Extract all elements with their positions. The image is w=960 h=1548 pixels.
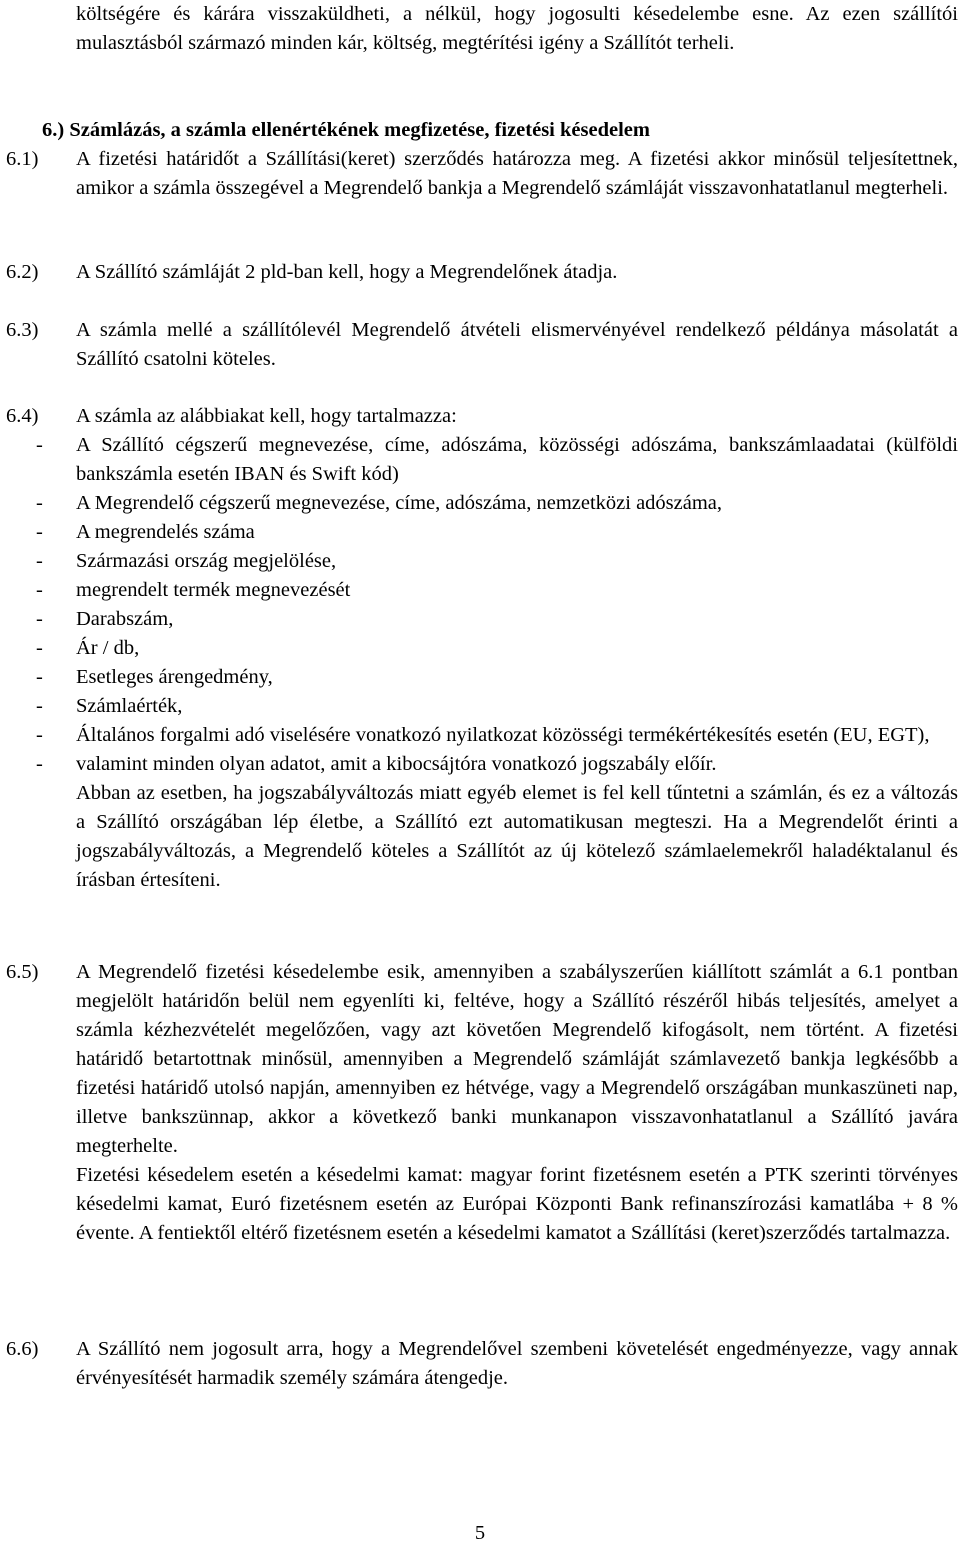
list-item: [0, 634, 960, 663]
dash-marker: -: [36, 550, 43, 572]
list-item-text: megrendelt termék megnevezését: [76, 579, 351, 601]
list-item-text: valamint minden olyan adatot, amit a kibocsájtóra vonatkozó jogszabály előír.: [76, 753, 717, 775]
clause-6-6: [0, 1335, 960, 1393]
clause-6-4: [0, 402, 960, 895]
list-item-text: Származási ország megjelölése,: [76, 550, 337, 572]
list-item: [0, 576, 960, 605]
carryover-paragraph: [76, 0, 958, 58]
dash-marker: -: [36, 666, 43, 688]
dash-marker: -: [36, 521, 43, 543]
clause-number: 6.2): [6, 261, 39, 283]
clause-closing: Abban az esetben, ha jogszabályváltozás miatt egyéb elemet is fel kell tűntetni a számlán, és ez a változás a Szállító országában lép életbe, a Szállító ezt automatikusan megteszi. Ha a Megrendelőt érinti a jogszabályváltozás, a Megrendelő köteles a Szállítót az új kötelező számlaelemekről haladéktalanul és írásban értesíteni.: [76, 782, 958, 891]
clause-number: 6.3): [6, 319, 39, 341]
list-item-text: Ár / db,: [76, 637, 140, 659]
section-number: 6.): [42, 119, 65, 141]
list-item-text: Darabszám,: [76, 608, 174, 630]
clause-text: A Szállító nem jogosult arra, hogy a Megrendelővel szembeni követelését engedményezze, vagy annak érvényesítését harmadik személy számára átengedje.: [76, 1338, 958, 1389]
dash-marker: -: [36, 724, 43, 746]
dash-marker: -: [36, 579, 43, 601]
list-item: [0, 663, 960, 692]
list-item-text: Általános forgalmi adó viselésére vonatkozó nyilatkozat közösségi termékértékesítés esetén (EU, EGT),: [76, 724, 930, 746]
list-item: [0, 750, 960, 779]
list-item-text: A Szállító cégszerű megnevezése, címe, adószáma, közösségi adószáma, bankszámlaadatai (külföldi bankszámla esetén IBAN és Swift kód): [76, 434, 958, 485]
clause-number: 6.5): [6, 961, 39, 983]
section-title: Számlázás, a számla ellenértékének megfizetése, fizetési késedelem: [69, 119, 650, 141]
clause-text: A Megrendelő fizetési késedelembe esik, amennyiben a szabályszerűen kiállított számlát a 6.1 pontban megjelölt határidőn belül nem egyenlíti ki, feltéve, hogy a Szállító részéről hibás teljesítés, amelyet a számla kézhezvételét megelőzően, vagy azt követően Megrendelő kifogásolt, nem történt. A fizetési határidő betartottnak minősül, amennyiben a Megrendelő számláját számlavezető bankja legkésőbb a fizetési határidő utolsó napján, amennyiben ez hétvége, vagy a Megrendelő országában munkaszüneti nap, illetve bankszünnap, akkor a következő banki munkanapon visszavonhatatlanul a Szállító javára megterhelte.: [76, 961, 958, 1157]
dash-marker: -: [36, 637, 43, 659]
dash-marker: -: [36, 434, 43, 456]
clause-number: 6.6): [6, 1338, 39, 1360]
list-item: [0, 547, 960, 576]
clause-6-3: [0, 316, 960, 374]
clause-text: A fizetési határidőt a Szállítási(keret) szerződés határozza meg. A fizetési akkor minősül teljesítettnek, amikor a számla összegével a Megrendelő bankja a Megrendelő számláját visszavonhatatlanul megterheli.: [76, 148, 958, 199]
dash-marker: -: [36, 753, 43, 775]
clause-text-late-interest: Fizetési késedelem esetén a késedelmi kamat: magyar forint fizetésnem esetén a PTK szerinti törvényes késedelmi kamat, Euró fizetésnem esetén az Európai Központi Bank refinanszírozási kamatlába + 8 % évente. A fentiektől eltérő fizetésnem esetén a késedelmi kamatot a Szállítási (keret)szerződés tartalmazza.: [76, 1164, 958, 1244]
list-item-text: Esetleges árengedmény,: [76, 666, 273, 688]
list-item-text: Számlaérték,: [76, 695, 183, 717]
dash-marker: -: [36, 492, 43, 514]
dash-marker: -: [36, 695, 43, 717]
list-item: [0, 518, 960, 547]
clause-6-5: [0, 958, 960, 1248]
dash-marker: -: [36, 608, 43, 630]
carryover-text: költségére és kárára visszaküldheti, a nélkül, hogy jogosulti késedelembe esne. Az ezen szállítói mulasztásból származó minden kár, költség, megtérítési igény a Szállítót terheli.: [76, 3, 958, 54]
clause-text: A számla mellé a szállítólevél Megrendelő átvételi elismervényével rendelkező példánya másolatát a Szállító csatolni köteles.: [76, 319, 958, 370]
list-item: [0, 431, 960, 489]
section-heading: [42, 116, 942, 145]
list-item-text: A Megrendelő cégszerű megnevezése, címe, adószáma, nemzetközi adószáma,: [76, 492, 723, 514]
list-item: [0, 692, 960, 721]
clause-number: 6.1): [6, 148, 39, 170]
clause-text: A Szállító számláját 2 pld-ban kell, hogy a Megrendelőnek átadja.: [76, 261, 618, 283]
list-item: [0, 721, 960, 750]
list-item: [0, 605, 960, 634]
clause-intro: A számla az alábbiakat kell, hogy tartalmazza:: [76, 405, 457, 427]
list-item-text: A megrendelés száma: [76, 521, 255, 543]
clause-6-2: [0, 258, 960, 287]
page-number: 5: [474, 1522, 486, 1544]
clause-number: 6.4): [6, 405, 39, 427]
clause-6-1: [0, 145, 960, 203]
invoice-requirements-list: [0, 431, 960, 779]
list-item: [0, 489, 960, 518]
